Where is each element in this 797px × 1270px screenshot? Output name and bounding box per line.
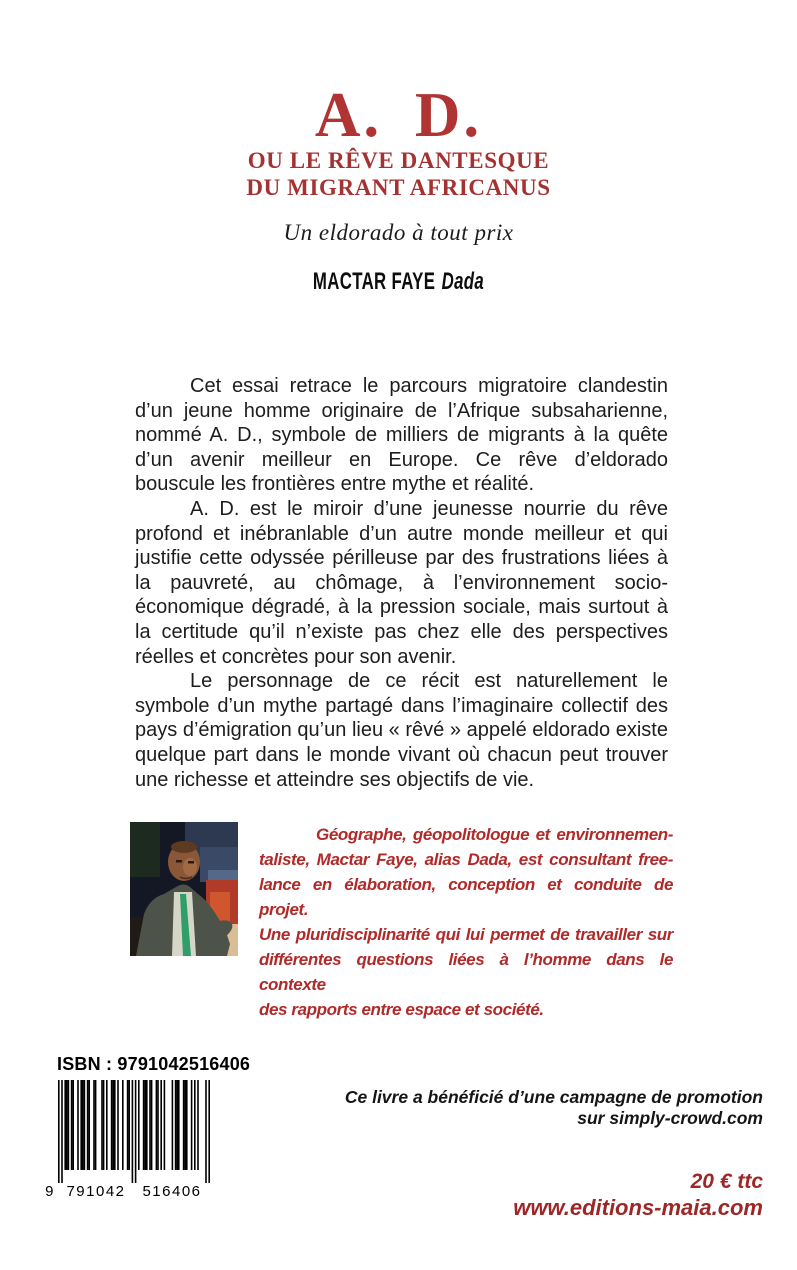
price: 20 € ttc <box>690 1170 763 1193</box>
book-tagline: Un eldorado à tout prix <box>283 220 514 245</box>
synopsis-paragraph-1: Cet essai retrace le parcours migratoire clandestin d’un jeune homme originaire de l’Afrique subsaharienne, nommé A. D., symbole de milliers de migrants à la quête d’un avenir meilleur en Europe. Ce rêve d’eldorado bouscule les frontières entre mythe et réalité. <box>135 375 668 496</box>
book-title: A. D. <box>314 80 483 150</box>
author-photo <box>130 822 238 956</box>
isbn-label: ISBN : 9791042516406 <box>57 1054 251 1074</box>
barcode-digit-group2: 516406 <box>142 1183 202 1198</box>
bio-line: taliste, Mactar Faye, alias Dada, est consultant free- <box>259 850 673 869</box>
bio-line: Géographe, géopolitologue et environnemen- <box>316 825 673 844</box>
bio-line: lance en élaboration, conception et conduite de projet. <box>259 875 673 919</box>
author-bio-text <box>259 822 673 1022</box>
bio-line: Une pluridisciplinarité qui lui permet de travailler sur <box>259 925 673 944</box>
promotion-note <box>345 1087 763 1129</box>
barcode-digit-group1: 791042 <box>66 1183 126 1198</box>
synopsis-paragraph-3: Le personnage de ce récit est naturellement le symbole d’un mythe partagé dans l’imaginaire collectif des pays d’émigration qu’un lieu « rêvé » appelé eldorado existe quelque part dans le monde vivant où chacun peut trouver une richesse et atteindre ses objectifs de vie. <box>135 670 668 791</box>
publisher-website: www.editions-maia.com <box>513 1195 763 1220</box>
promotion-line-2: sur simply-crowd.com <box>577 1108 763 1128</box>
barcode-bars <box>58 1080 210 1183</box>
synopsis <box>135 374 668 792</box>
bio-line: différentes questions liées à l’homme dans le contexte <box>259 950 673 994</box>
book-subtitle-line-1: OU LE RÊVE DANTESQUE <box>247 148 550 173</box>
barcode-digit-prefix: 9 <box>45 1183 55 1198</box>
promotion-line-1: Ce livre a bénéficié d’une campagne de promotion <box>344 1087 763 1107</box>
author-photo-illustration <box>130 822 238 956</box>
author-name: MACTAR FAYE <box>312 268 436 295</box>
author-line <box>120 268 678 296</box>
book-subtitle <box>0 147 797 201</box>
barcode <box>44 1080 212 1198</box>
price-block <box>513 1169 763 1222</box>
bio-line: des rapports entre espace et société. <box>259 1000 544 1019</box>
synopsis-paragraph-2: A. D. est le miroir d’une jeunesse nourrie du rêve profond et inébranlable d’un autre monde meilleur et qui justifie cette odyssée périlleuse par des frustrations liées à la pauvreté, au chômage, à l’environnement socio-économique dégradé, à la pression sociale, mais surtout à la certitude qu’il n’existe pas chez elle des perspectives réelles et concrètes pour son avenir. <box>135 497 668 668</box>
author-bio <box>130 822 673 1022</box>
book-subtitle-line-2: DU MIGRANT AFRICANUS <box>246 175 551 200</box>
author-alias: Dada <box>441 268 485 295</box>
